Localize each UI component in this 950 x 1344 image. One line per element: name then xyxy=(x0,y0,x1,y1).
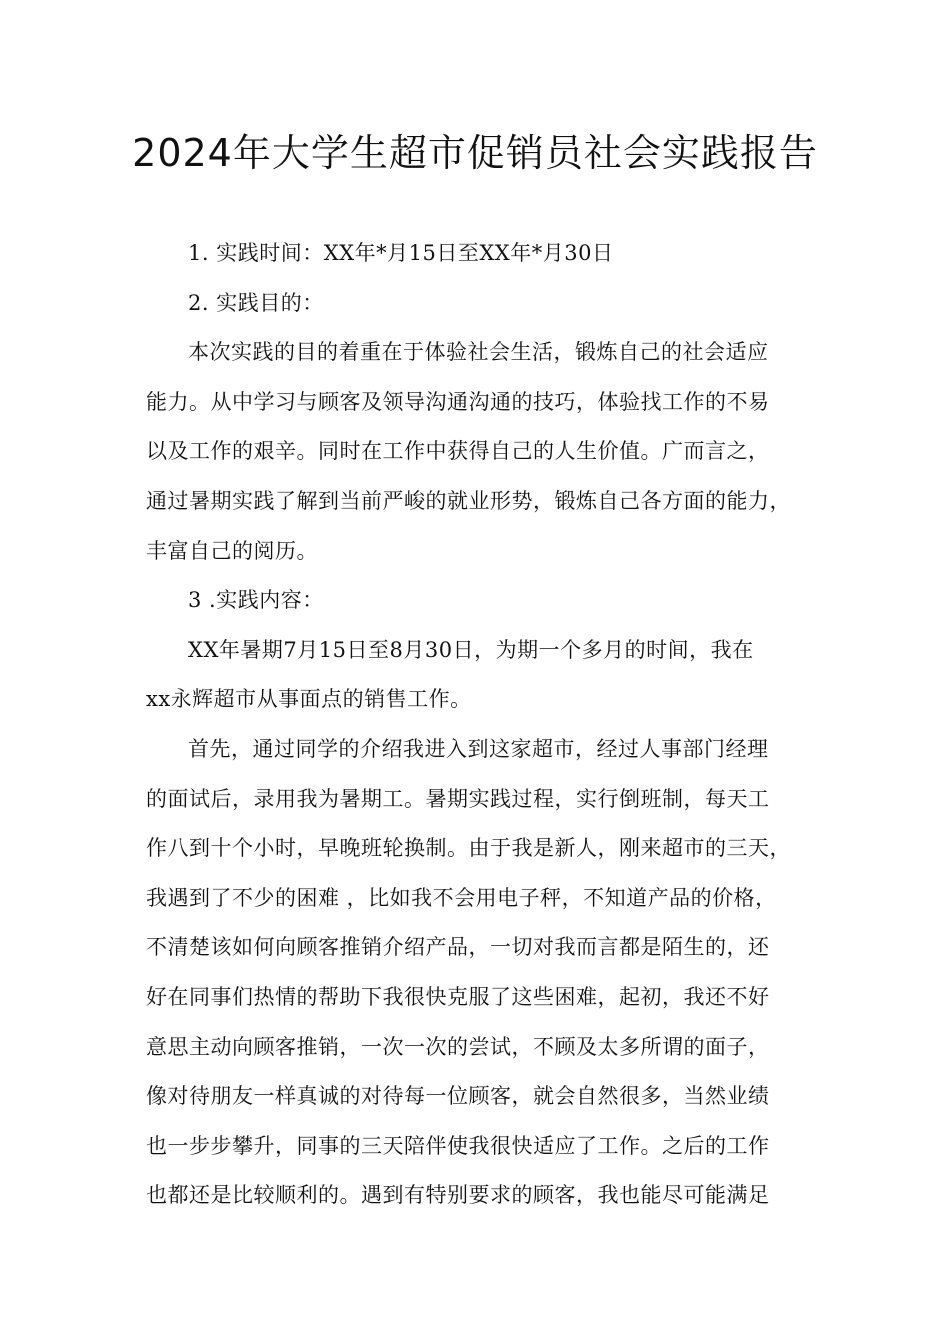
paragraph-line: 像对待朋友一样真诚的对待每一位顾客，就会自然很多，当然业绩 xyxy=(146,1084,770,1109)
paragraph-line: 意思主动向顾客推销，一次一次的尝试，不顾及太多所谓的面子， xyxy=(146,1034,770,1059)
paragraph-line: XX年暑期7月15日至8月30日，为期一个多月的时间，我在 xyxy=(188,637,754,662)
item-practice-content-heading: 3 .实践内容： xyxy=(188,588,324,613)
paragraph-line: xx永辉超市从事面点的销售工作。 xyxy=(146,687,472,712)
item-practice-time: 1. 实践时间：XX年*月15日至XX年*月30日 xyxy=(188,241,614,265)
paragraph-line: 不清楚该如何向顾客推销介绍产品，一切对我而言都是陌生的，还 xyxy=(146,935,770,960)
item-practice-purpose-heading: 2. 实践目的： xyxy=(188,290,324,315)
paragraph-line: 好在同事们热情的帮助下我很快克服了这些困难，起初，我还不好 xyxy=(146,984,770,1009)
paragraph-line: 首先，通过同学的介绍我进入到这家超市，经过人事部门经理 xyxy=(188,736,769,761)
paragraph-line: 以及工作的艰辛。同时在工作中获得自己的人生价值。广而言之， xyxy=(146,439,770,464)
paragraph-line: 通过暑期实践了解到当前严峻的就业形势，锻炼自己各方面的能力， xyxy=(146,488,791,513)
document-title: 2024年大学生超市促销员社会实践报告 xyxy=(132,131,818,175)
paragraph-line: 也一步步攀升，同事的三天陪伴使我很快适应了工作。之后的工作 xyxy=(146,1133,770,1158)
paragraph-line: 的面试后，录用我为暑期工。暑期实践过程，实行倒班制，每天工 xyxy=(146,786,770,811)
paragraph-line: 我遇到了不少的困难 ，比如我不会用电子秤，不知道产品的价格， xyxy=(146,885,777,910)
paragraph-line: 丰富自己的阅历。 xyxy=(146,538,318,563)
paragraph-line: 本次实践的目的着重在于体验社会生活，锻炼自己的社会适应 xyxy=(188,340,769,365)
paragraph-line: 也都还是比较顺利的。遇到有特别要求的顾客，我也能尽可能满足 xyxy=(146,1183,770,1208)
document-body xyxy=(146,229,808,1221)
paragraph-line: 作八到十个小时，早晚班轮换制。由于我是新人，刚来超市的三天， xyxy=(146,836,791,861)
paragraph-line: 能力。从中学习与顾客及领导沟通沟通的技巧，体验找工作的不易 xyxy=(146,389,770,414)
